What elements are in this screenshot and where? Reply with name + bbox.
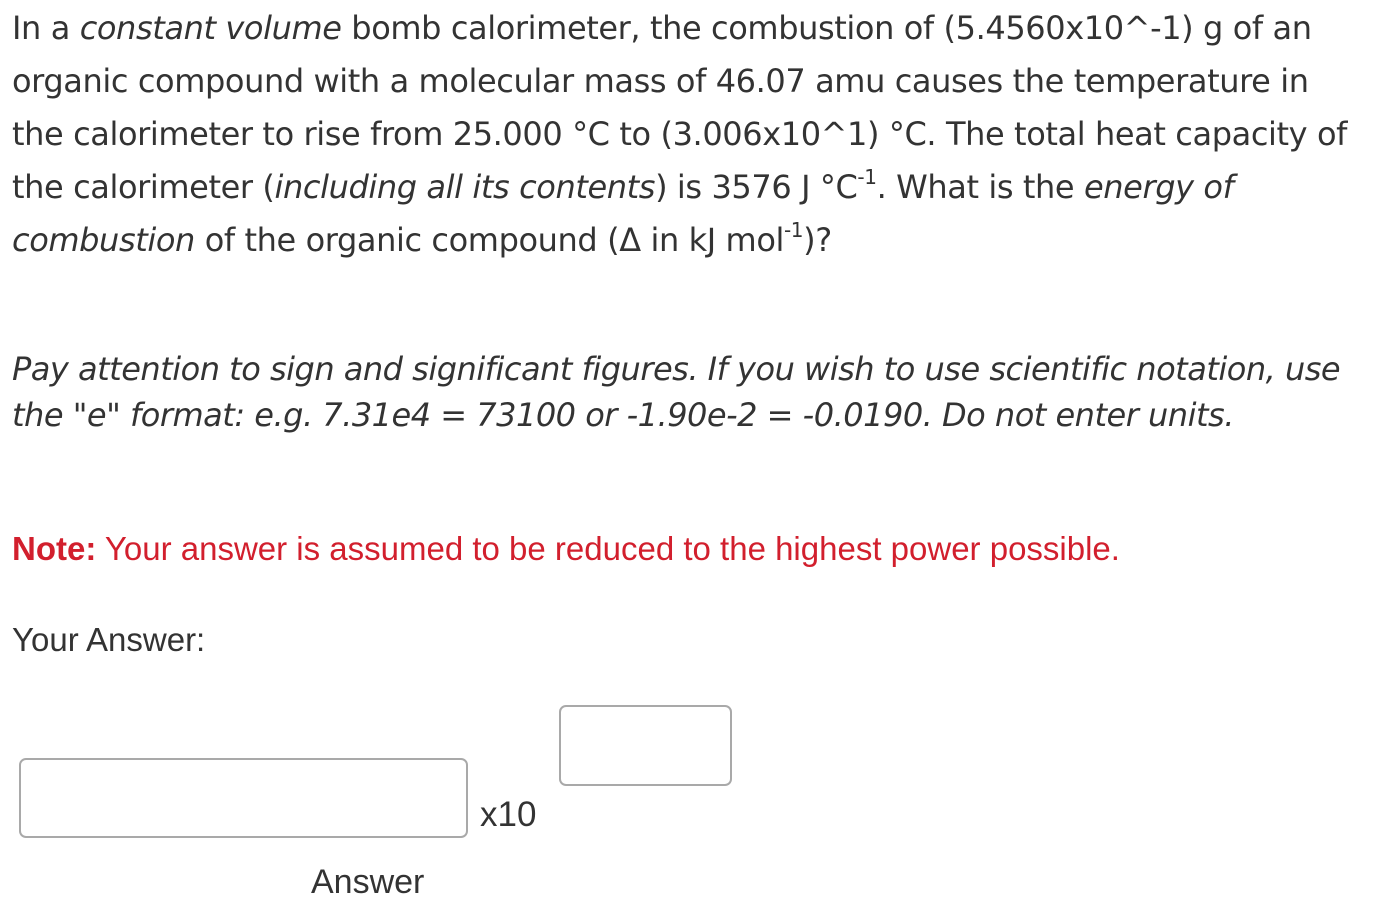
times-ten-label: x10	[480, 795, 537, 834]
question-part: bomb calorimeter, the combustion of (5.4560x10^-1) g of an organic compound with a molecular mass of 46.07 amu causes the temperature in the calorimeter to rise from 25.000 °C to (3.006x10^1) °C. The total heat capacity of the calorimeter (	[12, 9, 1348, 206]
superscript: -1	[783, 218, 804, 242]
note-label: Note:	[12, 530, 97, 567]
question-part: )?	[803, 221, 832, 259]
note-text	[12, 526, 1362, 572]
question-emphasis: including all its contents	[274, 168, 656, 206]
instructions-text: Pay attention to sign and significant figures. If you wish to use scientific notation, use the "e" format: e.g. 7.31e4 = 73100 or -1.90e-2 = -0.0190. Do not enter units.	[12, 350, 1341, 434]
question-emphasis: constant volume	[79, 9, 342, 47]
question-part: In a	[12, 9, 80, 47]
answer-caption: Answer	[311, 863, 425, 901]
answer-input[interactable]	[19, 758, 468, 838]
superscript: -1	[857, 165, 877, 189]
question-part: . What is the	[876, 168, 1084, 206]
question-emphasis: energy of combustion	[12, 168, 1234, 259]
exponent-input[interactable]	[559, 705, 732, 786]
note-body: Your answer is assumed to be reduced to the highest power possible.	[96, 530, 1120, 567]
question-text	[12, 2, 1367, 267]
question-part: of the organic compound (Δ in kJ mol	[194, 221, 784, 259]
your-answer-label: Your Answer:	[12, 621, 206, 658]
question-part: ) is 3576 J °C	[655, 168, 858, 206]
